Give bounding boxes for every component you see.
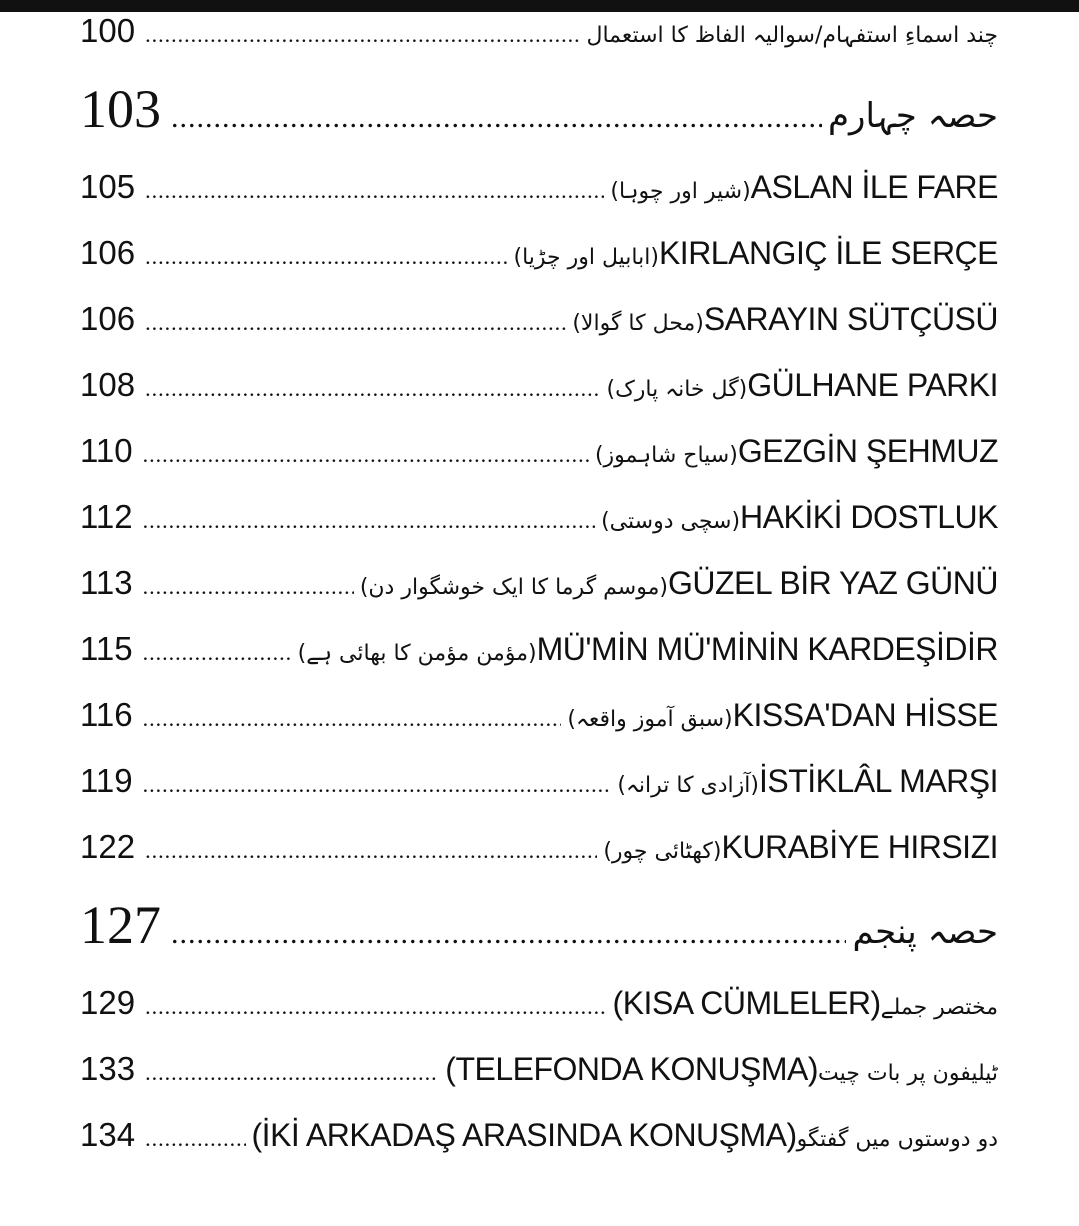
turkish-title: GEZGİN ŞEHMUZ <box>737 433 998 469</box>
turkish-title: ASLAN İLE FARE <box>750 169 998 205</box>
entry-title <box>846 896 998 956</box>
dot-leader <box>145 838 597 864</box>
toc-entry <box>80 1050 998 1116</box>
toc-entry <box>80 564 998 630</box>
entry-title <box>580 13 998 50</box>
entry-title <box>566 301 998 338</box>
urdu-title: مختصر جملے <box>880 995 998 1020</box>
turkish-title: KURABİYE HIRSIZI <box>721 829 998 865</box>
page-number: 100 <box>80 12 136 49</box>
page-number: 106 <box>80 300 136 337</box>
dot-leader <box>143 772 612 798</box>
table-of-contents <box>80 12 998 1182</box>
toc-entry <box>80 432 998 498</box>
urdu-title: (آزادی کا ترانہ) <box>617 773 759 798</box>
page-number: 134 <box>80 1116 136 1153</box>
page-number: 103 <box>80 79 161 139</box>
toc-entry <box>80 696 998 762</box>
dot-leader <box>143 640 292 666</box>
page-number: 106 <box>80 234 136 271</box>
page-number: 113 <box>80 564 133 601</box>
urdu-title: (کھٹائی چور) <box>603 839 722 864</box>
urdu-title: (موسم گرما کا ایک خوشگوار دن) <box>359 575 668 600</box>
toc-section-heading <box>80 78 998 168</box>
turkish-title: (TELEFONDA KONUŞMA) <box>445 1051 819 1087</box>
urdu-title: (سیاح شاہموز) <box>594 443 738 468</box>
turkish-title: GÜZEL BİR YAZ GÜNÜ <box>667 565 998 601</box>
toc-entry <box>80 828 998 894</box>
entry-title <box>508 235 999 272</box>
toc-entry <box>80 630 998 696</box>
toc-entry <box>80 1116 998 1182</box>
turkish-title: İSTİKLÂL MARŞI <box>759 763 998 799</box>
entry-title <box>354 565 998 602</box>
dot-leader <box>145 178 604 204</box>
page-number: 129 <box>80 984 136 1021</box>
entry-title <box>595 499 998 536</box>
toc-entry <box>80 300 998 366</box>
entry-title <box>822 80 998 140</box>
urdu-title: (سچی دوستی) <box>601 509 741 534</box>
toc-entry <box>80 168 998 234</box>
urdu-title: (محل کا گوالا) <box>572 311 704 336</box>
dot-leader <box>145 1060 439 1086</box>
dot-leader <box>143 574 354 600</box>
page-number: 108 <box>80 366 136 403</box>
urdu-title: چند اسماءِ استفہام/سوالیہ الفاظ کا استعمال <box>586 23 998 48</box>
page-number: 133 <box>80 1050 136 1087</box>
dot-leader <box>145 22 580 48</box>
turkish-title: HAKİKİ DOSTLUK <box>740 499 998 535</box>
dot-leader <box>145 994 606 1020</box>
dot-leader <box>143 706 562 732</box>
page-number: 112 <box>80 498 133 535</box>
page-number: 116 <box>80 696 133 733</box>
urdu-title: (سبق آموز واقعہ) <box>567 707 733 732</box>
dot-leader <box>145 244 507 270</box>
turkish-title: MÜ'MİN MÜ'MİNİN KARDEŞİDİR <box>536 631 998 667</box>
dot-leader <box>143 442 589 468</box>
dot-leader <box>143 508 595 534</box>
entry-title <box>246 1117 998 1154</box>
entry-title <box>292 631 998 668</box>
dot-leader <box>145 310 566 336</box>
entry-title <box>601 367 999 404</box>
turkish-title: GÜLHANE PARKI <box>747 367 998 403</box>
entry-title <box>561 697 998 734</box>
entry-title <box>607 985 998 1022</box>
toc-entry <box>80 366 998 432</box>
toc-entry <box>80 498 998 564</box>
entry-title <box>597 829 998 866</box>
urdu-title: (ابابیل اور چڑیا) <box>513 245 659 270</box>
entry-title <box>604 169 998 206</box>
toc-section-heading <box>80 894 998 984</box>
entry-title <box>611 763 998 800</box>
urdu-title: حصہ پنجم <box>852 912 998 952</box>
entry-title <box>589 433 998 470</box>
toc-entry <box>80 984 998 1050</box>
urdu-title: دو دوستوں میں گفتگو <box>796 1127 998 1152</box>
turkish-title: KISSA'DAN HİSSE <box>732 697 998 733</box>
toc-entry <box>80 762 998 828</box>
turkish-title: KIRLANGIÇ İLE SERÇE <box>658 235 998 271</box>
entry-title <box>439 1051 998 1088</box>
top-edge-bar <box>0 0 1079 12</box>
page-number: 110 <box>80 432 133 469</box>
dot-leader <box>145 1126 245 1152</box>
page-number: 122 <box>80 828 136 865</box>
page-number: 115 <box>80 630 133 667</box>
urdu-title: ٹیلیفون پر بات چیت <box>818 1061 998 1086</box>
urdu-title: (گل خانہ پارک) <box>606 377 748 402</box>
urdu-title: (شیر اور چوہا) <box>610 179 751 204</box>
urdu-title: (مؤمن مؤمن کا بھائی ہے) <box>297 641 537 666</box>
turkish-title: (İKİ ARKADAŞ ARASINDA KONUŞMA) <box>251 1117 797 1153</box>
dot-leader <box>145 376 600 402</box>
turkish-title: SARAYIN SÜTÇÜSÜ <box>703 301 998 337</box>
dot-leader <box>171 101 822 135</box>
page-number: 127 <box>80 895 161 955</box>
urdu-title: حصہ چہارم <box>828 96 998 136</box>
turkish-title: (KISA CÜMLELER) <box>612 985 881 1021</box>
toc-entry <box>80 12 998 78</box>
page-number: 119 <box>80 762 133 799</box>
page-number: 105 <box>80 168 136 205</box>
dot-leader <box>171 917 846 951</box>
toc-entry <box>80 234 998 300</box>
